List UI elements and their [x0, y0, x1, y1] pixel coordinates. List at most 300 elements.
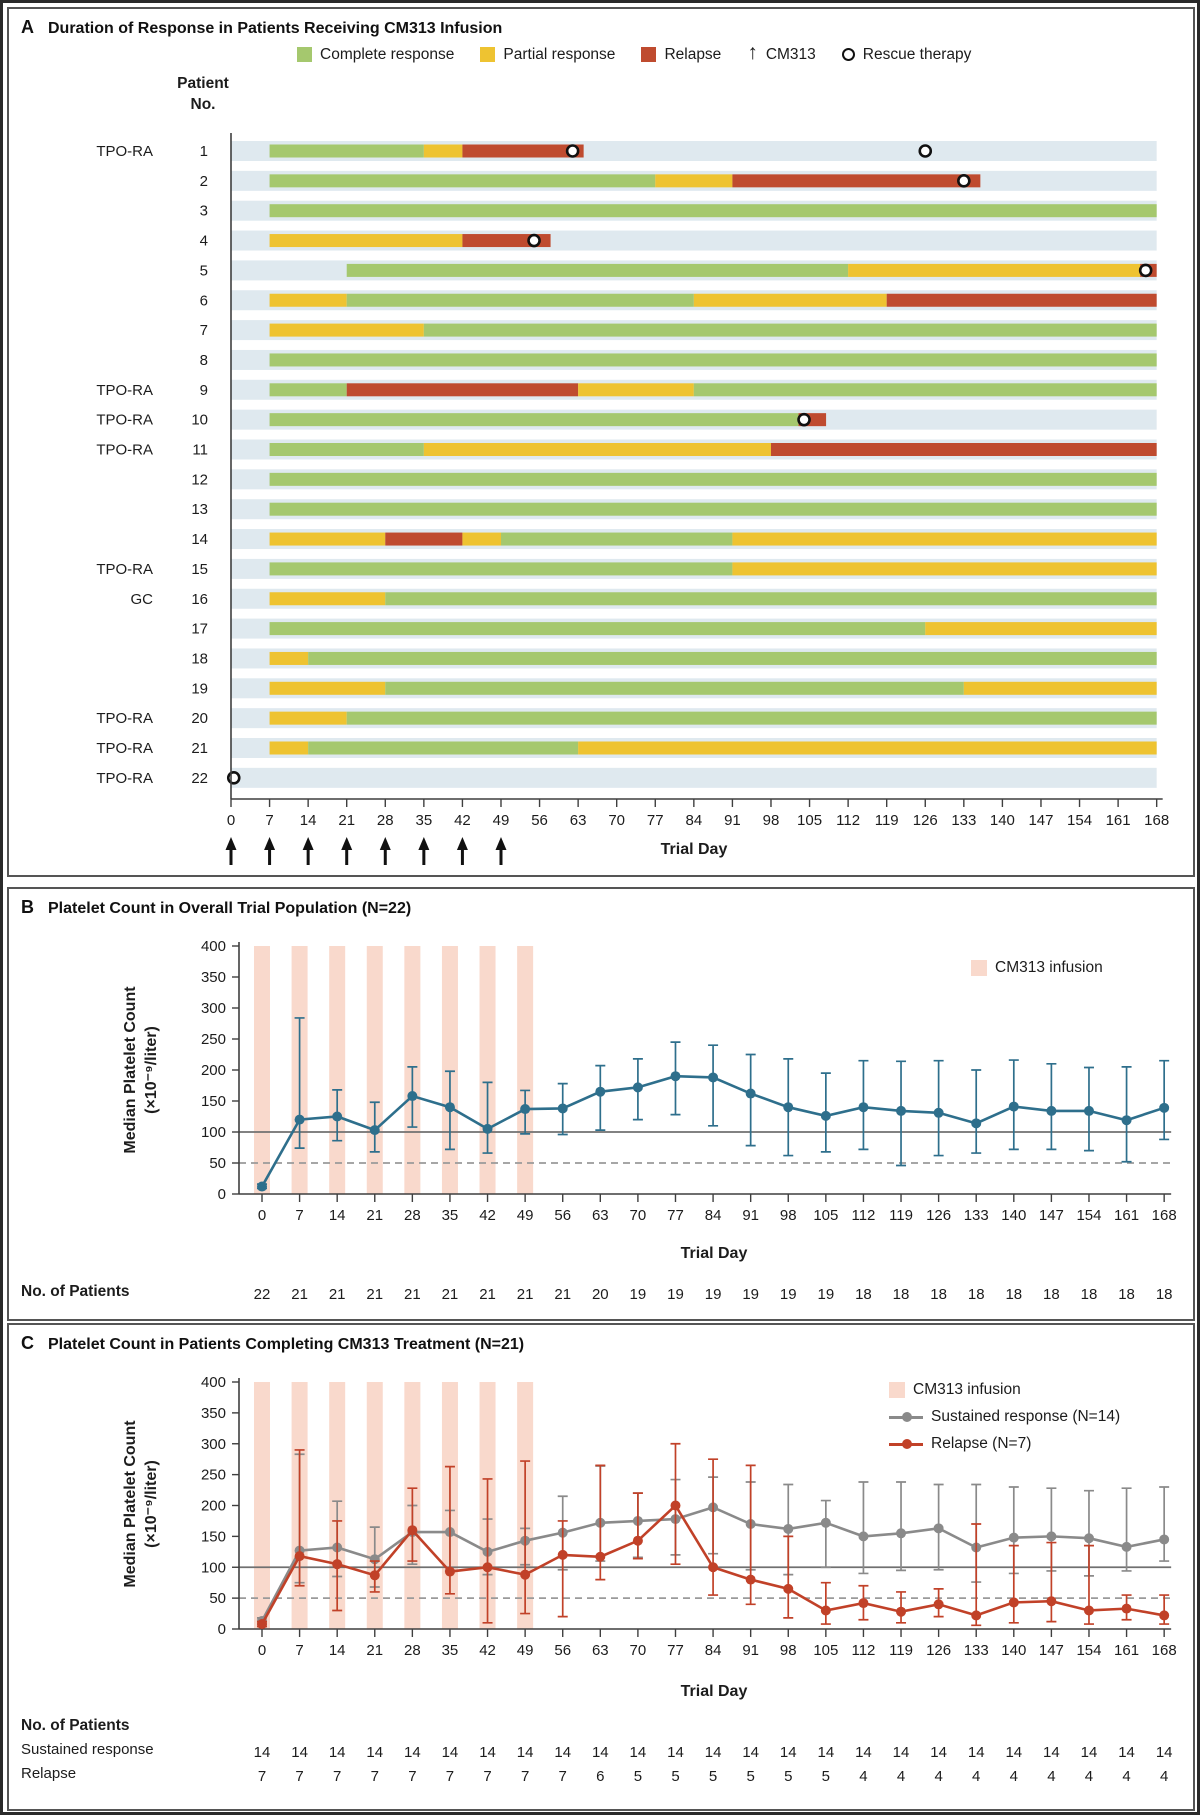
data-point-red [257, 1619, 267, 1629]
x-tick-label: 14 [299, 812, 317, 829]
n-patients-value: 7 [333, 1768, 342, 1785]
x-tick-label: 7 [265, 812, 274, 829]
x-tick-label: 56 [531, 812, 548, 829]
partial-segment [270, 742, 309, 755]
legend-label: CM313 infusion [995, 959, 1103, 976]
sustained-response-line-icon [889, 1416, 923, 1419]
data-point-red [332, 1559, 342, 1569]
x-tick-label: 49 [516, 1642, 534, 1659]
partial-segment [578, 383, 694, 396]
panel-c [7, 1323, 1195, 1811]
data-point-red [483, 1562, 493, 1572]
data-point-teal [1084, 1106, 1094, 1116]
n-patients-value: 4 [1047, 1768, 1056, 1785]
n-patients-value: 6 [596, 1768, 605, 1785]
infusion-band [367, 946, 383, 1194]
x-tick-label: 126 [926, 1207, 952, 1224]
n-patients-value: 20 [591, 1286, 609, 1303]
n-patients-value: 19 [629, 1286, 647, 1303]
n-patients-value: 18 [1155, 1286, 1173, 1303]
n-patients-value: 14 [479, 1744, 496, 1761]
data-point-red [1159, 1610, 1169, 1620]
data-point-teal [295, 1115, 305, 1125]
x-tick-label: 63 [569, 812, 587, 829]
complete-segment [347, 712, 1157, 725]
data-point-red [633, 1536, 643, 1546]
partial-segment [424, 145, 463, 158]
data-point-red [370, 1570, 380, 1580]
error-bar [708, 1459, 718, 1595]
panel-c-relapse-row-label: Relapse [21, 1765, 77, 1782]
n-patients-value: 14 [328, 1744, 346, 1761]
relapse-segment [771, 443, 1157, 456]
n-patients-value: 14 [855, 1744, 872, 1761]
y-tick-label: 200 [200, 1497, 226, 1515]
x-tick-label: 91 [742, 1207, 760, 1224]
patient-number: 9 [199, 381, 208, 399]
error-bar [1046, 1543, 1056, 1622]
n-patients-value: 14 [742, 1744, 760, 1761]
x-tick-label: 126 [926, 1642, 952, 1659]
x-tick-label: 28 [404, 1207, 421, 1224]
x-tick-label: 105 [813, 1207, 839, 1224]
x-tick-label: 63 [591, 1207, 609, 1224]
x-tick-label: 112 [851, 1207, 876, 1224]
error-bar [783, 1536, 793, 1618]
partial-segment [655, 174, 732, 187]
cm313-arrow-icon [226, 837, 237, 850]
x-tick-label: 35 [441, 1642, 459, 1659]
x-tick-label: 91 [724, 812, 741, 829]
data-point-teal [746, 1089, 756, 1099]
error-bar [1159, 1061, 1169, 1140]
partial-segment [964, 682, 1157, 695]
panel-b-ylabel: Median Platelet Count (×10⁻⁹/liter) [122, 986, 160, 1154]
x-tick-label: 119 [874, 812, 899, 829]
n-patients-value: 14 [554, 1744, 572, 1761]
x-tick-label: 84 [685, 812, 703, 829]
cm313-arrow-icon [418, 837, 429, 850]
n-patients-value: 18 [855, 1286, 872, 1303]
complete-segment [501, 533, 732, 546]
n-patients-value: 5 [746, 1768, 755, 1785]
n-patients-value: 18 [930, 1286, 947, 1303]
complete-segment [308, 652, 1157, 665]
data-point-gray [1009, 1533, 1019, 1543]
patient-number: 19 [191, 680, 208, 698]
data-point-teal [257, 1182, 267, 1192]
x-tick-label: 84 [704, 1207, 722, 1224]
panel-c-title-text: Platelet Count in Patients Completing CM313 Treatment (N=21) [48, 1336, 525, 1353]
data-point-red [1084, 1605, 1094, 1615]
n-patients-value: 5 [708, 1768, 718, 1785]
n-patients-value: 18 [892, 1286, 910, 1303]
x-tick-label: 140 [1001, 1642, 1027, 1659]
x-tick-label: 133 [963, 1207, 989, 1224]
n-patients-value: 4 [934, 1768, 943, 1785]
patient-number: 6 [199, 292, 208, 310]
relapse-segment [347, 383, 578, 396]
complete-segment [270, 204, 1157, 217]
n-patients-value: 14 [516, 1744, 534, 1761]
data-point-red [407, 1525, 417, 1535]
patient-number: 7 [199, 322, 208, 340]
x-tick-label: 35 [441, 1207, 459, 1224]
x-tick-label: 70 [629, 1207, 647, 1224]
x-tick-label: 14 [328, 1642, 346, 1659]
partial-segment [270, 234, 463, 247]
n-patients-value: 21 [404, 1286, 421, 1303]
patient-number: 10 [191, 411, 208, 429]
n-patients-value: 14 [591, 1744, 609, 1761]
n-patients-value: 4 [972, 1768, 981, 1785]
n-patients-value: 7 [558, 1768, 567, 1785]
patient-number: 2 [199, 172, 208, 190]
complete-segment [270, 503, 1157, 516]
complete-segment [694, 383, 1157, 396]
infusion-band [329, 946, 345, 1194]
x-tick-label: 133 [951, 812, 977, 829]
data-point-gray [1084, 1533, 1094, 1543]
data-point-red [858, 1598, 868, 1608]
data-point-gray [821, 1518, 831, 1528]
x-tick-label: 42 [479, 1642, 496, 1659]
x-tick-label: 42 [479, 1207, 496, 1224]
n-patients-value: 21 [328, 1286, 346, 1303]
x-tick-label: 7 [295, 1207, 304, 1224]
n-patients-value: 4 [896, 1768, 906, 1785]
legend-sustained-response [889, 1408, 1120, 1426]
error-bar [1122, 1067, 1132, 1162]
n-patients-value: 14 [1043, 1744, 1060, 1761]
data-point-red [1122, 1604, 1132, 1614]
partial-segment [270, 533, 386, 546]
error-bar [896, 1482, 906, 1570]
rescue-therapy-marker [1140, 265, 1151, 276]
partial-segment [270, 682, 386, 695]
patient-number: 21 [191, 740, 208, 757]
partial-segment [848, 264, 1140, 277]
partial-segment [270, 324, 424, 337]
swimmer-plot [9, 9, 1193, 871]
x-tick-label: 49 [492, 812, 510, 829]
complete-segment [270, 622, 926, 635]
x-tick-label: 56 [554, 1642, 572, 1659]
x-tick-label: 161 [1114, 1207, 1140, 1224]
panel-c-sustained-row-label: Sustained response [21, 1741, 154, 1758]
data-point-red [445, 1567, 455, 1577]
panel-b-npatients-label: No. of Patients [21, 1283, 130, 1300]
x-tick-label: 119 [889, 1642, 913, 1659]
x-tick-label: 140 [1001, 1207, 1027, 1224]
x-tick-label: 0 [226, 812, 236, 829]
therapy-label: TPO-RA [96, 769, 153, 787]
infusion-band [517, 946, 533, 1194]
patient-number: 1 [199, 143, 208, 160]
complete-segment [347, 264, 848, 277]
n-patients-value: 14 [967, 1744, 985, 1761]
therapy-label: TPO-RA [96, 441, 153, 459]
data-point-red [896, 1607, 906, 1617]
data-point-red [670, 1501, 680, 1511]
y-tick-label: 150 [200, 1093, 226, 1110]
complete-segment [270, 383, 347, 396]
panel-a [7, 7, 1195, 877]
data-point-red [295, 1551, 305, 1561]
n-patients-value: 22 [253, 1286, 271, 1303]
y-tick-label: 0 [217, 1186, 226, 1203]
x-tick-label: 42 [454, 812, 471, 829]
patient-number: 3 [199, 202, 208, 220]
data-point-teal [896, 1106, 906, 1116]
x-tick-label: 98 [779, 1207, 797, 1224]
n-patients-value: 7 [445, 1768, 455, 1785]
data-point-red [971, 1610, 981, 1620]
patient-no-header: Patient No. [177, 75, 229, 113]
patient-number: 15 [191, 560, 208, 578]
x-tick-label: 28 [376, 812, 394, 829]
cm313-arrow-icon [457, 837, 468, 850]
partial-segment [925, 622, 1156, 635]
n-patients-value: 4 [1009, 1768, 1018, 1785]
y-tick-label: 0 [217, 1621, 226, 1638]
x-tick-label: 112 [851, 1642, 876, 1659]
data-point-teal [821, 1111, 831, 1121]
x-tick-label: 77 [667, 1207, 684, 1224]
n-patients-value: 14 [817, 1744, 835, 1761]
panel-b-xlabel: Trial Day [680, 1245, 748, 1262]
data-point-teal [595, 1087, 605, 1097]
x-tick-label: 7 [295, 1642, 304, 1659]
n-patients-value: 14 [704, 1744, 722, 1761]
patient-number: 4 [199, 232, 208, 250]
patient-number: 20 [191, 710, 208, 728]
y-tick-label: 250 [200, 1031, 226, 1048]
y-tick-label: 350 [200, 969, 226, 986]
complete-segment [270, 473, 1157, 486]
n-patients-value: 14 [253, 1744, 271, 1761]
x-tick-label: 161 [1114, 1642, 1140, 1659]
n-patients-value: 14 [930, 1744, 947, 1761]
error-bar [1159, 1487, 1169, 1561]
n-patients-value: 18 [1005, 1286, 1023, 1303]
x-tick-label: 77 [646, 812, 664, 829]
n-patients-value: 14 [441, 1744, 459, 1761]
n-patients-value: 4 [1084, 1768, 1094, 1785]
legend-label: Sustained response (N=14) [931, 1408, 1121, 1425]
data-point-gray [896, 1528, 906, 1538]
therapy-label: TPO-RA [96, 710, 153, 728]
x-tick-label: 105 [813, 1642, 839, 1659]
x-tick-label: 21 [338, 812, 356, 829]
legend-label: CM313 [765, 45, 816, 63]
rescue-therapy-marker [920, 146, 931, 157]
y-tick-label: 150 [200, 1528, 226, 1546]
y-tick-label: 250 [200, 1466, 226, 1484]
error-bar [971, 1524, 981, 1625]
data-point-teal [445, 1102, 455, 1112]
panel-c-ylabel: Median Platelet Count (×10⁻⁹/liter) [122, 1420, 160, 1588]
n-patients-value: 7 [257, 1768, 267, 1785]
rescue-therapy-marker [529, 235, 540, 246]
error-bar [971, 1070, 981, 1153]
legend-label: CM313 infusion [913, 1381, 1021, 1398]
data-point-red [821, 1605, 831, 1615]
x-tick-label: 77 [667, 1642, 684, 1659]
x-tick-label: 98 [779, 1642, 797, 1659]
x-tick-label: 119 [889, 1207, 913, 1224]
complete-segment [308, 742, 578, 755]
relapse-line-icon [889, 1443, 923, 1446]
cm313-arrow-icon [341, 837, 352, 850]
panel-b [7, 887, 1195, 1321]
n-patients-value: 14 [404, 1744, 421, 1761]
data-point-gray [783, 1524, 793, 1534]
n-patients-value: 14 [291, 1744, 308, 1761]
therapy-label: TPO-RA [96, 381, 153, 399]
x-tick-label: 168 [1151, 1207, 1177, 1224]
legend-cm313-infusion [889, 1381, 1120, 1399]
infusion-band [254, 946, 270, 1194]
therapy-label: TPO-RA [96, 560, 153, 578]
n-patients-value: 7 [520, 1768, 530, 1785]
error-bar [821, 1501, 831, 1568]
error-bar [1009, 1546, 1019, 1623]
infusion-band [442, 946, 458, 1194]
data-point-teal [858, 1102, 868, 1112]
x-tick-label: 147 [1038, 1642, 1064, 1659]
panel-b-title-text: Platelet Count in Overall Trial Population (N=22) [48, 900, 412, 917]
n-patients-value: 4 [1122, 1768, 1131, 1785]
error-bar [595, 1066, 605, 1130]
complete-segment [270, 353, 1157, 366]
complete-segment [270, 145, 424, 158]
x-tick-label: 154 [1076, 1642, 1102, 1659]
patient-number: 14 [191, 531, 208, 549]
error-bar [858, 1482, 868, 1573]
panel-c-letter: C [21, 1333, 34, 1353]
data-point-red [708, 1562, 718, 1572]
data-point-teal [520, 1104, 530, 1114]
cm313-arrow-icon [303, 837, 314, 850]
data-point-teal [934, 1108, 944, 1118]
data-point-teal [971, 1118, 981, 1128]
n-patients-value: 7 [483, 1768, 492, 1785]
x-tick-label: 105 [797, 812, 823, 829]
patient-number: 16 [191, 590, 208, 608]
x-tick-label: 168 [1151, 1642, 1177, 1659]
patient-number: 11 [192, 441, 208, 459]
partial-segment [270, 652, 309, 665]
x-tick-label: 35 [415, 812, 433, 829]
panel-a-letter: A [21, 17, 34, 37]
n-patients-value: 18 [967, 1286, 985, 1303]
complete-segment [385, 592, 1156, 605]
partial-segment [270, 712, 347, 725]
patient-number: 22 [191, 769, 208, 787]
legend-cm313-infusion [971, 959, 1103, 977]
data-point-red [783, 1584, 793, 1594]
x-tick-label: 49 [516, 1207, 534, 1224]
n-patients-value: 7 [295, 1768, 304, 1785]
x-tick-label: 84 [704, 1642, 722, 1659]
n-patients-value: 19 [667, 1286, 684, 1303]
data-point-red [1009, 1597, 1019, 1607]
data-point-gray [858, 1531, 868, 1541]
n-patients-value: 21 [554, 1286, 572, 1303]
rescue-therapy-marker [958, 175, 969, 186]
therapy-label: TPO-RA [96, 740, 153, 757]
y-tick-label: 100 [200, 1559, 226, 1577]
x-tick-label: 154 [1067, 812, 1093, 829]
x-tick-label: 56 [554, 1207, 572, 1224]
panel-c-xlabel: Trial Day [680, 1683, 748, 1700]
data-point-red [595, 1552, 605, 1562]
n-patients-value: 19 [817, 1286, 835, 1303]
n-patients-value: 14 [1005, 1744, 1023, 1761]
complete-segment [270, 443, 424, 456]
rescue-therapy-marker [567, 146, 578, 157]
y-tick-label: 350 [200, 1404, 226, 1422]
y-tick-label: 50 [209, 1590, 226, 1608]
partial-segment [424, 443, 771, 456]
complete-segment [424, 324, 1157, 337]
y-tick-label: 200 [200, 1062, 226, 1079]
partial-segment [694, 294, 887, 307]
x-tick-label: 168 [1144, 812, 1170, 829]
relapse-segment [732, 174, 980, 187]
data-point-gray [1159, 1534, 1169, 1544]
data-point-red [934, 1599, 944, 1609]
legend-label: Relapse [664, 45, 722, 63]
x-tick-label: 14 [328, 1207, 346, 1224]
n-patients-value: 14 [667, 1744, 684, 1761]
cm313-arrow-icon [495, 837, 506, 850]
patient-number: 5 [199, 262, 208, 280]
therapy-label: TPO-RA [96, 143, 153, 160]
n-patients-value: 19 [742, 1286, 760, 1303]
error-bar [708, 1045, 718, 1126]
n-patients-value: 14 [1118, 1744, 1135, 1761]
x-tick-label: 140 [989, 812, 1015, 829]
infusion-band [480, 946, 496, 1194]
n-patients-value: 21 [479, 1286, 496, 1303]
data-point-gray [1122, 1542, 1132, 1552]
data-point-teal [1046, 1106, 1056, 1116]
panel-b-letter: B [21, 897, 34, 917]
n-patients-value: 4 [1159, 1768, 1169, 1785]
legend-label: Rescue therapy [862, 45, 972, 63]
infusion-band [254, 1382, 270, 1629]
x-tick-label: 28 [404, 1642, 421, 1659]
legend-label: Relapse (N=7) [931, 1435, 1032, 1452]
error-bar [1122, 1488, 1132, 1571]
n-patients-value: 4 [859, 1768, 868, 1785]
relapse-segment [385, 533, 462, 546]
x-tick-label: 126 [912, 812, 938, 829]
data-point-gray [934, 1523, 944, 1533]
x-tick-label: 63 [591, 1642, 609, 1659]
cm313-infusion-swatch-icon [971, 960, 987, 976]
x-tick-label: 147 [1038, 1207, 1064, 1224]
legend-relapse [889, 1435, 1120, 1453]
partial-segment [270, 592, 386, 605]
data-point-teal [332, 1112, 342, 1122]
x-tick-label: 147 [1028, 812, 1054, 829]
panel-b-legend [971, 959, 1103, 977]
data-point-teal [370, 1125, 380, 1135]
data-point-teal [1159, 1103, 1169, 1113]
